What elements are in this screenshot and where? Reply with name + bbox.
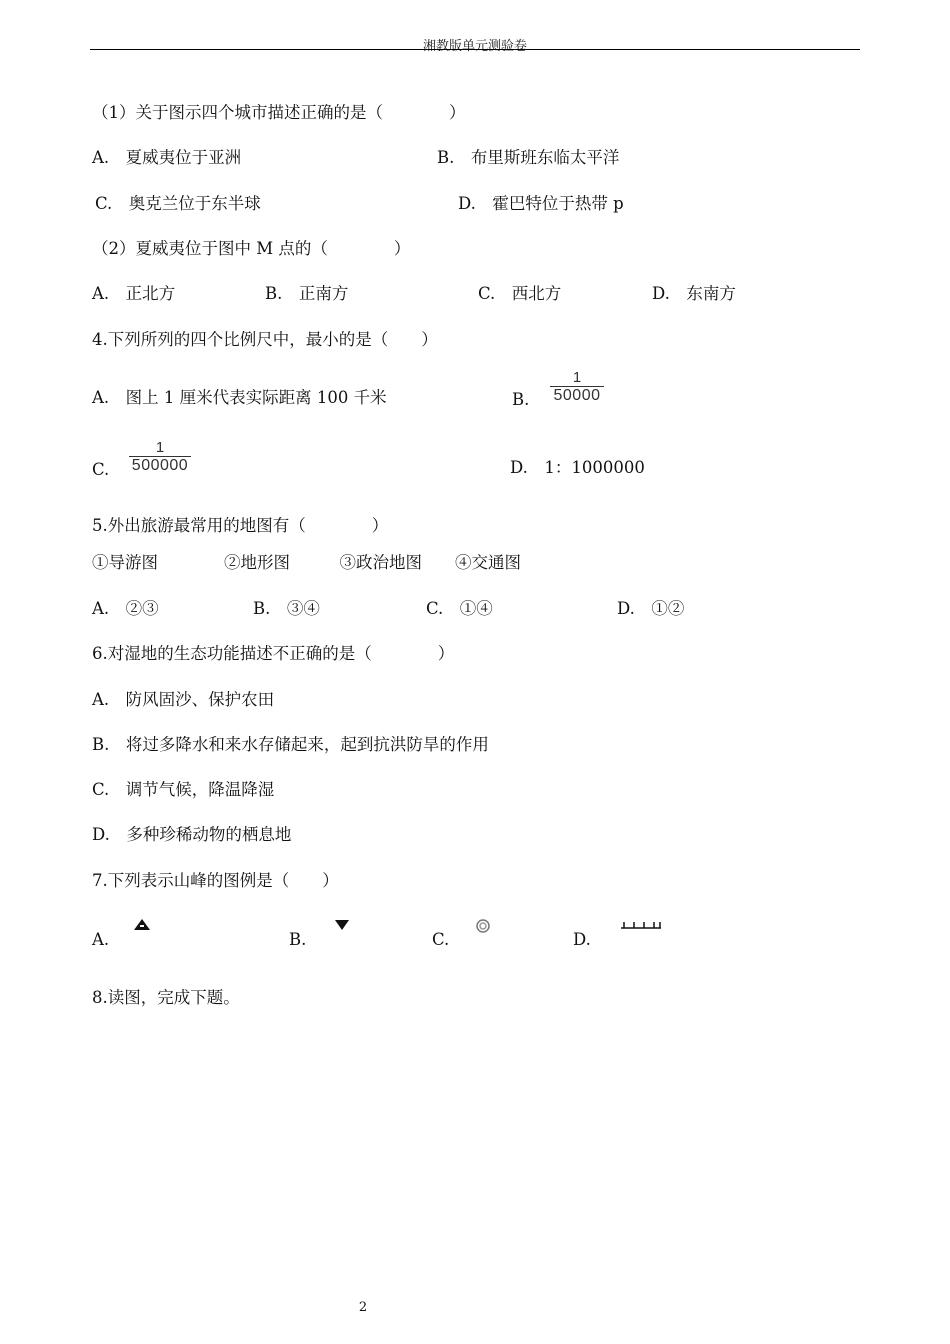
q4-option-a: A. 图上 1 厘米代表实际距离 100 千米 bbox=[92, 388, 387, 407]
q5-items: ①导游图 ②地形图 ③政治地图 ④交通图 bbox=[92, 553, 521, 572]
peak-triangle-icon bbox=[132, 918, 152, 932]
q3-sub1-option-b: B. 布里斯班东临太平洋 bbox=[437, 148, 620, 167]
q6-option-b: B. 将过多降水和来水存储起来，起到抗洪防旱的作用 bbox=[92, 735, 489, 754]
fraction-numerator: 1 bbox=[155, 439, 165, 456]
page-number: 2 bbox=[358, 1300, 368, 1315]
q3-sub2-option-c: C. 西北方 bbox=[478, 284, 562, 303]
q4-option-c-letter: C. bbox=[92, 460, 110, 479]
q7-option-b-letter: B. bbox=[289, 930, 307, 949]
fraction-numerator: 1 bbox=[572, 369, 582, 386]
q7-stem: 7.下列表示山峰的图例是（ ） bbox=[92, 871, 339, 890]
q8-stem: 8.读图，完成下题。 bbox=[92, 988, 240, 1007]
fraction-denominator: 500000 bbox=[131, 457, 189, 474]
q6-option-d: D. 多种珍稀动物的栖息地 bbox=[92, 825, 292, 844]
circle-ring-icon bbox=[475, 918, 491, 934]
q3-sub1-stem: （1）关于图示四个城市描述正确的是（ ） bbox=[92, 103, 466, 122]
fraction-denominator: 50000 bbox=[553, 387, 601, 404]
q5-option-a: A. ②③ bbox=[92, 599, 159, 618]
q7-option-d-letter: D. bbox=[573, 930, 591, 949]
q7-option-a-letter: A. bbox=[92, 930, 110, 949]
page-header-title: 湘教版单元测验卷 bbox=[422, 39, 527, 54]
q4-option-d: D. 1：1000000 bbox=[510, 458, 645, 477]
q5-option-b: B. ③④ bbox=[253, 599, 320, 618]
q5-stem: 5.外出旅游最常用的地图有（ ） bbox=[92, 516, 389, 535]
q3-sub2-stem: （2）夏威夷位于图中 M 点的（ ） bbox=[92, 239, 411, 258]
q6-option-a: A. 防风固沙、保护农田 bbox=[92, 690, 275, 709]
inverted-triangle-icon bbox=[333, 918, 351, 932]
q4-option-c-fraction bbox=[129, 440, 191, 475]
q3-sub2-option-a: A. 正北方 bbox=[92, 284, 176, 303]
q4-option-b-letter: B. bbox=[512, 390, 530, 409]
q3-sub1-option-a: A. 夏威夷位于亚洲 bbox=[92, 148, 242, 167]
q3-sub1-option-c: C. 奥克兰位于东半球 bbox=[95, 194, 261, 213]
header-divider bbox=[90, 49, 860, 50]
q3-sub1-option-d: D. 霍巴特位于热带 p bbox=[458, 194, 624, 213]
q5-option-d: D. ①② bbox=[617, 599, 685, 618]
q6-option-c: C. 调节气候，降温降湿 bbox=[92, 780, 275, 799]
q6-stem: 6.对湿地的生态功能描述不正确的是（ ） bbox=[92, 644, 455, 663]
q5-option-c: C. ①④ bbox=[426, 599, 493, 618]
q3-sub2-option-b: B. 正南方 bbox=[265, 284, 349, 303]
q3-sub2-option-d: D. 东南方 bbox=[652, 284, 736, 303]
q4-option-b-fraction bbox=[550, 370, 604, 405]
cliff-line-icon bbox=[619, 918, 663, 932]
q7-option-c-letter: C. bbox=[432, 930, 450, 949]
q4-stem: 4.下列所列的四个比例尺中，最小的是（ ） bbox=[92, 330, 438, 349]
